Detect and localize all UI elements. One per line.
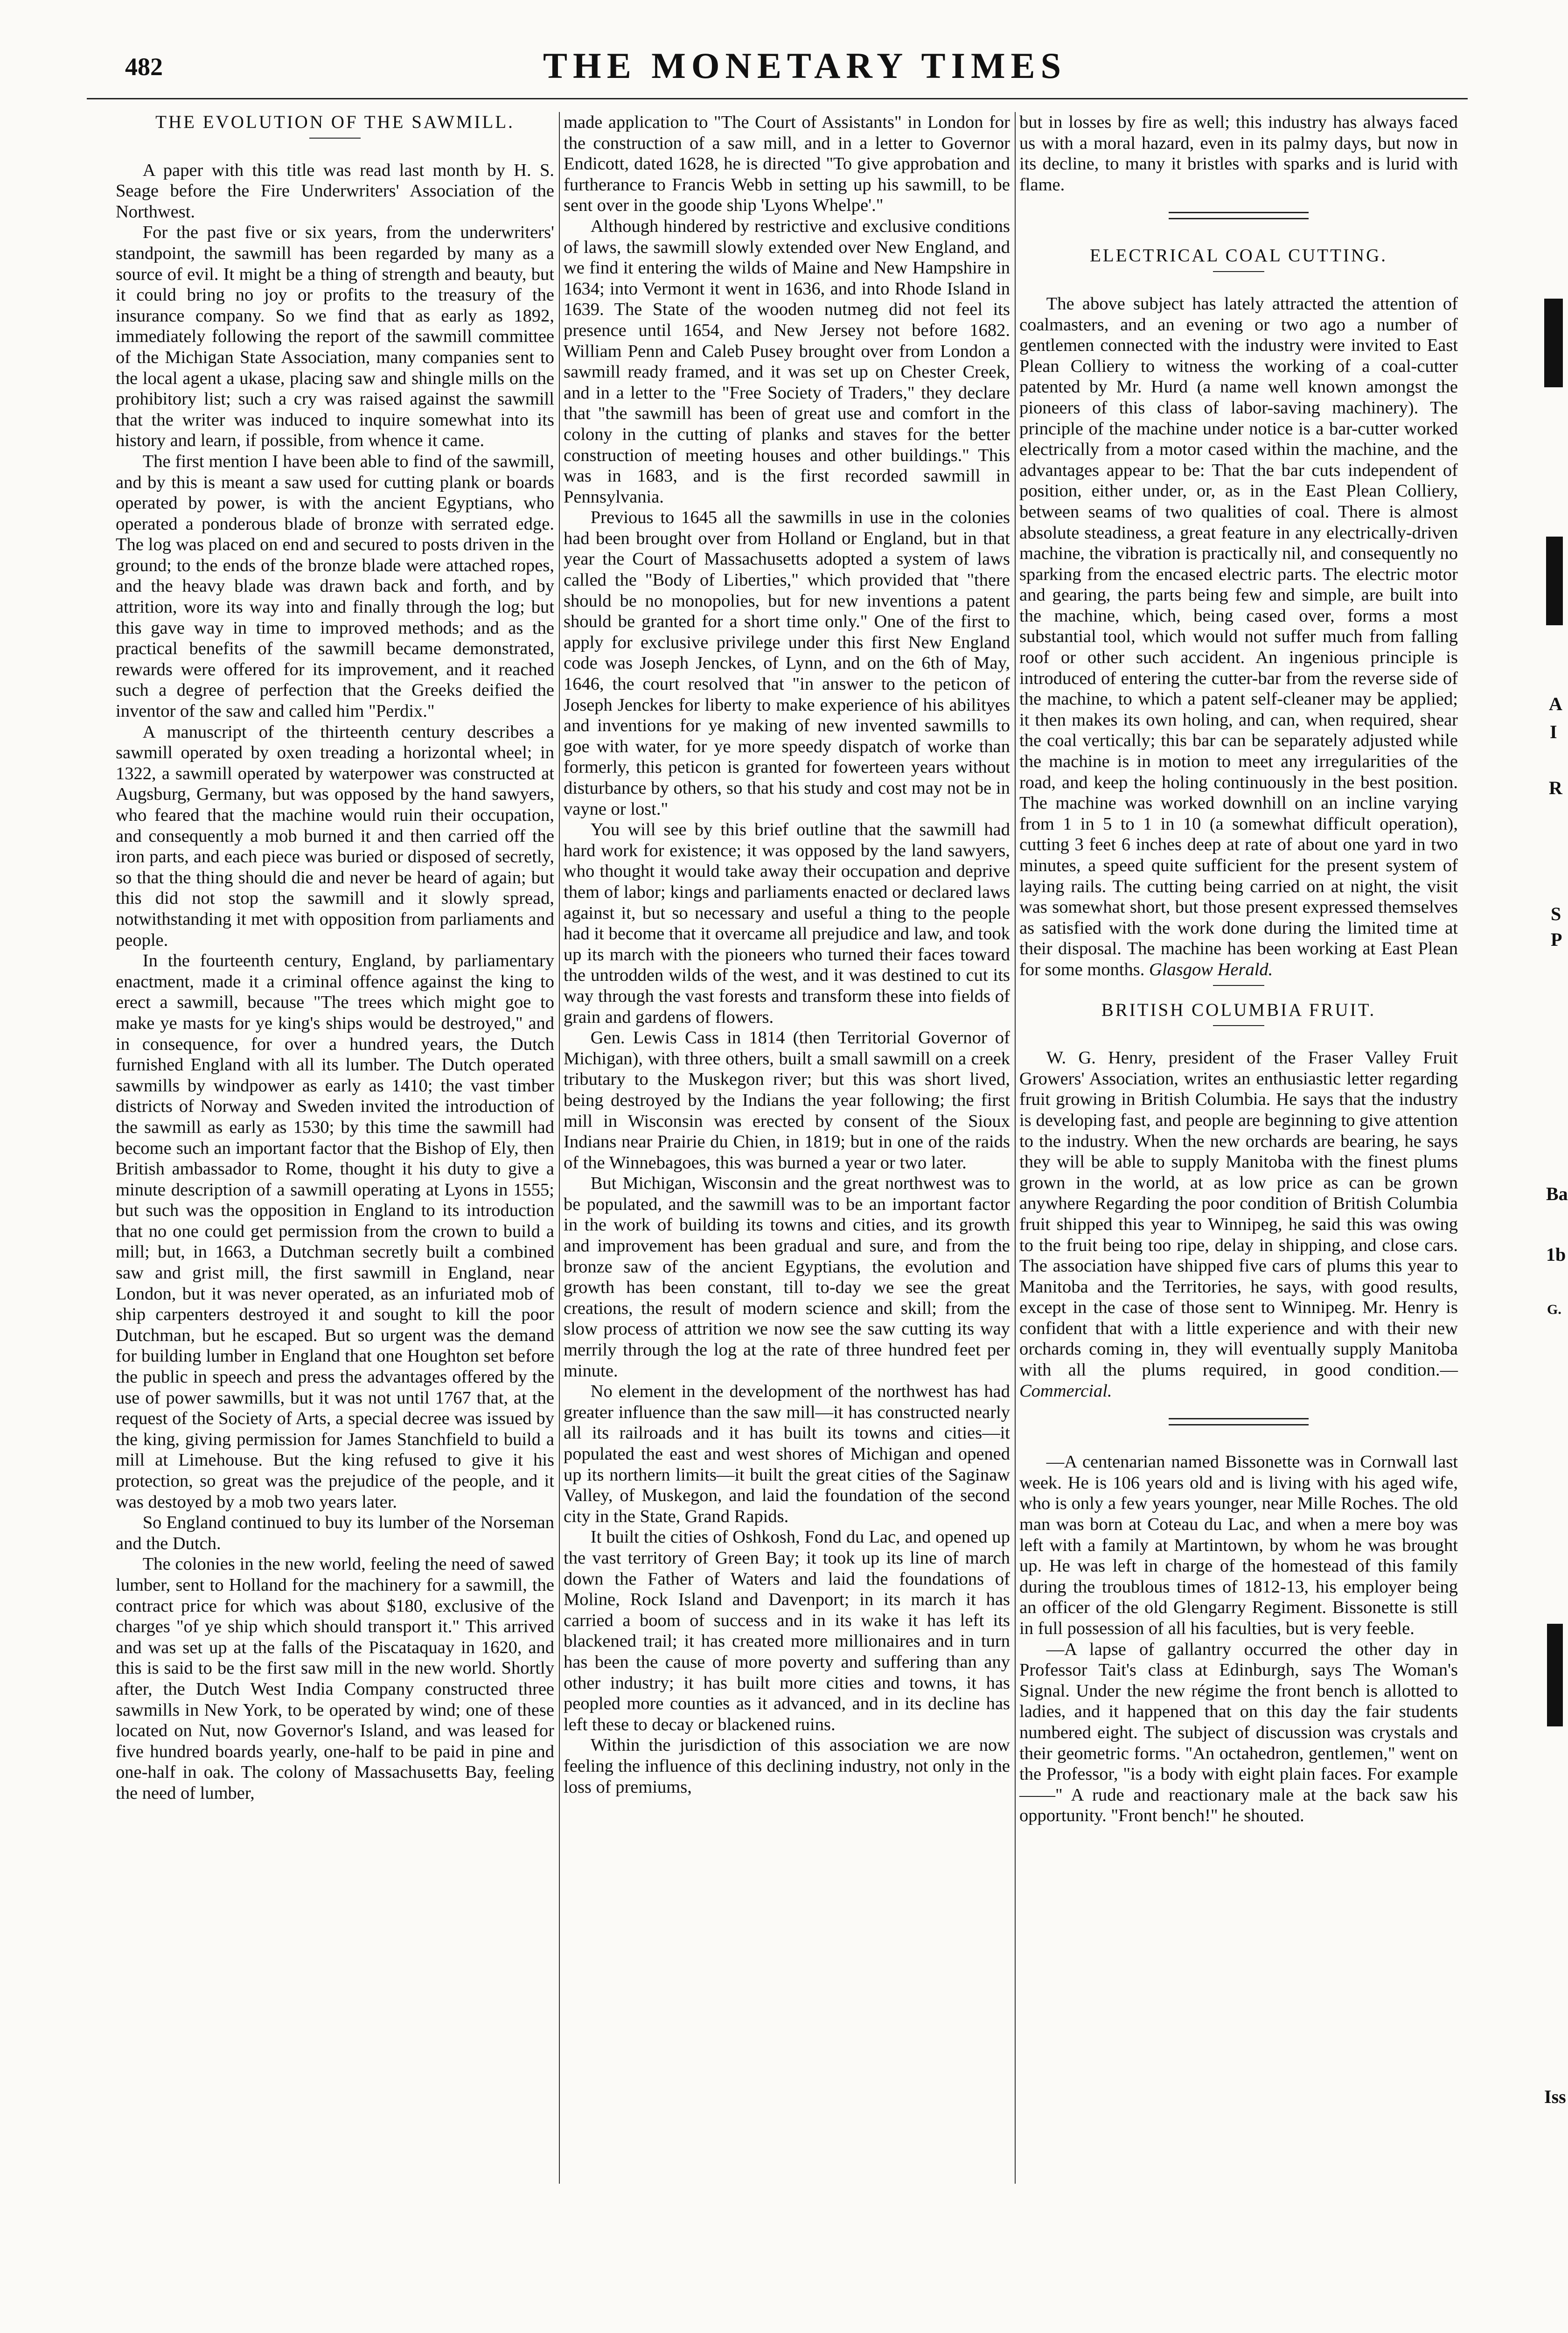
edge-fragment: R [1549,777,1562,798]
paragraph: Within the jurisdiction of this association we are now feeling the influence of this declining industry, not only in the loss of premiums, [564,1735,1010,1797]
paragraph [1019,293,1458,980]
column-2 [564,112,1010,1797]
edge-fragment: P [1551,929,1562,950]
masthead: THE MONETARY TIMES [543,45,1066,86]
column-rule-2 [1015,112,1016,2184]
paragraph [1019,1048,1458,1401]
edge-fragment: S [1551,903,1561,924]
column-1 [116,112,554,1804]
paragraph: It built the cities of Oshkosh, Fond du Lac, and opened up the vast territory of Green Bay; it took up its line of march down the Father of Waters and laid the foundations of Moline, Rock Island and Davenport; in its march it has carried a boom of success and in its wake it has left its blackened trail; it has created more millionaires and in turn has been the cause of more poverty and suffering than any other industry; it has built more cities and towns, it has peopled more counties as it advanced, and in its decline has left these to decay or blackened ruins. [564,1527,1010,1734]
adjacent-page-edge [1530,0,1568,2333]
paragraph: A manuscript of the thirteenth century describes a sawmill operated by oxen treading a horizontal wheel; in 1322, a sawmill operated by waterpower was constructed at Augsburg, Germany, but was opposed by the hand sawyers, who feared that the machine would ruin their occupation, and consequently a mob burned it and then carried off the iron parts, and each piece was buried or disposed of secretly, so that the thing should die and never be heard of again; but this did not stop the sawmill and it slowly spread, notwithstanding it met with opposition from parliaments and people. [116,722,554,950]
paragraph: But Michigan, Wisconsin and the great northwest was to be populated, and the sawmill was to be an important factor in the work of building its towns and cities, and its growth and improvement has been gradual and sure, and from the bronze saw of the ancient Egyptians, the evolution and growth has been constant, till to-day we see the great creations, the result of modern science and skill; from the slow process of attrition we now see the saw cutting its way merrily through the log at the rate of three hundred feet per minute. [564,1173,1010,1381]
column-rule-1 [559,112,560,2184]
edge-fragment: G. [1547,1302,1561,1317]
paragraph: For the past five or six years, from the underwriters' standpoint, the sawmill has been regarded by many as a source of evil. It might be a thing of strength and beauty, but it could bring no joy or profits to the treasury of the insurance company. So we find that as early as 1892, immediately following the report of the sawmill committee of the Michigan State Association, many companies sent to the local agent a ukase, placing saw and shingle mills on the prohibitory list; such a cry was raised against the sawmill that the writer was induced to inquire somewhat into its history and learn, if possible, from whence it came. [116,223,554,451]
title-dash [1213,1025,1264,1026]
paragraph: The colonies in the new world, feeling the need of sawed lumber, sent to Holland for the machinery for a sawmill, the contract price for which was about $180, exclusive of the charges "of ye ship which should transport it." This arrived and was set up at the falls of the Piscataquay in 1620, and this is said to be the first saw mill in the new world. Shortly after, the Dutch West India Company constructed three sawmills in New York, to be operated by wind; one of these located on Nut, now Governor's Island, and was leased for five hundred boards yearly, one-half to be paid in pine and one-half in oak. The colony of Massachusetts Bay, feeling the need of lumber, [116,1554,554,1803]
paragraph: In the fourteenth century, England, by parliamentary enactment, made it a criminal offence against the king to erect a sawmill, because "The trees which might goe to make ye masts for ye king's ships would be destroyed," and in consequence, for over a hundred years, the Dutch furnished England with all its lumber. The Dutch operated sawmills by windpower as early as 1410; the vast timber districts of Norway and Sweden invited the introduction of the sawmill as early as 1530; by this time the sawmill had become such an important factor that the Bishop of Ely, then British ambassador to Rome, thought it his duty to give a minute description of a sawmill operating at Lyons in 1555; but such was the opposition in England to its introduction that no one could get permission from the crown to build a mill; but, in 1663, a Dutchman secretly built a combined saw and grist mill, the first sawmill in England, near London, but it was never operated, as an infuriated mob of ship carpenters destroyed it and sought to kill the poor Dutchman, but he escaped. But so urgent was the demand for building lumber in England that one Houghton set before the public in speech and press the advantages offered by the use of power sawmills, but it was not until 1767 that, at the request of the Society of Arts, a special decree was issued by the king, giving permission for James Stanchfield to build a mill at Limehouse. But the king refused to give it his protection, so great was the prejudice of the people, and it was destoyed by a mob two years later. [116,951,554,1512]
coal-text: The above subject has lately attracted the attention of coalmasters, and an evening or two ago a number of gentlemen connected with the industry were invited to East Plean Colliery to witness the working of a coal-cutter patented by Mr. Hurd (a name well known amongst the pioneers of this class of labor-saving machinery). The principle of the machine under notice is a bar-cutter worked electrically from a motor cased within the machine, and the advantages appear to be: That the bar cuts independent of position, either under, or, as in the East Plean Colliery, between seams of two qualities of coal. There is almost absolute steadiness, a great feature in any electrically-driven machine, the vibration is practically nil, and consequently no sparking from the encased electric parts. The electric motor and gearing, the parts being few and simple, are built into the machine, which, being cased over, forms a most substantial tool, which would not suffer much from falling roof or other such accident. An ingenious principle is introduced of entering the cutter-bar from the reverse side of the machine, to which a patent self-cleaner may be applied; it then makes its own holing, and can, when required, shear the coal vertically; this bar can be separately adjusted while the machine is in motion to meet any irregularities of the road, and keep the holing continuously in the best position. The machine was worked downhill on an incline varying from 1 in 5 to 1 in 10 (a somewhat difficult operation), cutting 3 feet 6 inches deep at rate of about one yard in two minutes, a speed quite sufficient for the present system of laying rails. The cutting being carried on at night, the visit was somewhat short, but those present expressed themselves as satisfied with the work done during the limited time at their disposal. The machine has been working at East Plean for some months. [1019,293,1458,979]
section-divider [1169,212,1309,219]
paragraph: Gen. Lewis Cass in 1814 (then Territorial Governor of Michigan), with three others, built a small sawmill on a creek tributary to the Muskegon river; but this was short lived, being destroyed by the Indians the year following; the first mill in Wisconsin was erected by consent of the Sioux Indians near Prairie du Chien, in 1819; but in one of the raids of the Winnebagoes, this was burned a year or two later. [564,1028,1010,1173]
fruit-text: W. G. Henry, president of the Fraser Valley Fruit Growers' Association, writes an enthusiastic letter regarding fruit growing in British Columbia. He says that the industry is developing fast, and people are beginning to give attention to the industry. When the new orchards are bearing, he says they will be able to supply Manitoba with the finest plums grown in the world, at as low price as can be grown anywhere Regarding the poor condition of British Columbia fruit shipped this year to Winnipeg, he said this was owing to the fruit being too ripe, delay in shipping, and close cars. The association have shipped five cars of plums this year to Manitoba and the Territories, he says, with good results, except in the case of those sent to Winnipeg. Mr. Henry is confident that with a little experience and with their new orchards coming in, they will eventually supply Manitoba with all the plums required, in good condition.— [1019,1048,1458,1380]
column-3 [1019,112,1458,1826]
paragraph: Although hindered by restrictive and exclusive conditions of laws, the sawmill slowly extended over New England, and we find it entering the wilds of Maine and New Hampshire in 1634; into Vermont it went in 1636, and into Rhode Island in 1639. The State of the wooden nutmeg did not feel its presence until 1654, and New Jersey not before 1682. William Penn and Caleb Pusey brought over from London a sawmill ready framed, and it was set up on Chester Creek, and in a letter to the "Free Society of Traders," they declare that "the sawmill has been of great use and comfort in the colony in the cutting of planks and staves for the better construction of meeting houses and other buildings." This was in 1683, and is the first recorded sawmill in Pennsylvania. [564,216,1010,507]
edge-fragment: 1b [1546,1244,1566,1265]
edge-ink-bar [1547,1624,1563,1726]
edge-ink-bar [1544,299,1563,387]
news-note: —A centenarian named Bissonette was in Cornwall last week. He is 106 years old and is living with his aged wife, who is only a few years younger, near Mille Roches. The old man was born at Coteau du Lac, and when a mere boy was left with a family at Martintown, by whom he was brought up. He was left in charge of the homestead of this family during the troublous times of 1812-13, his employer being an officer of the old Glengarry Regiment. Bissonette is still in full possession of all his faculties, but is very feeble. [1019,1452,1458,1638]
page-number: 482 [125,53,163,81]
paragraph: So England continued to buy its lumber of the Norseman and the Dutch. [116,1513,554,1553]
edge-fragment: I [1550,721,1557,742]
source-credit: Commercial. [1019,1381,1112,1401]
title-dash [1213,271,1264,272]
top-rule [87,98,1468,99]
paragraph: No element in the development of the northwest has had greater influence than the saw mill—it has constructed nearly all its railroads and it has built its towns and cities—it populated the east and west shores of Michigan and opened up its northern limits—it built the great cities of the Saginaw Valley, of Muskegon, and laid the foundation of the second city in the State, Grand Rapids. [564,1382,1010,1526]
paragraph: A paper with this title was read last month by H. S. Seage before the Fire Underwriters' Association of the Northwest. [116,160,554,222]
edge-fragment: Ba [1546,1183,1568,1204]
paragraph: The first mention I have been able to find of the sawmill, and by this is meant a saw used for cutting plank or boards operated by power, is with the ancient Egyptians, who operated a ponderous blade of bronze with serrated edge. The log was placed on end and secured to posts driven in the ground; to the ends of the bronze blade were attached ropes, and the heavy blade was drawn back and forth, and by attrition, wore its way into and finally through the log; but this gave way in time to improved methods; and as the practical benefits of the sawmill became demonstrated, rewards were offered for its improvement, and it reached such a degree of perfection that the Greeks deified the inventor of the saw and called him "Perdix." [116,451,554,721]
article-title-fruit: BRITISH COLUMBIA FRUIT. [1101,999,1376,1020]
paragraph: made application to "The Court of Assistants" in London for the construction of a saw mill, and in a letter to Governor Endicott, dated 1628, he is directed "To give approbation and furtherance to Francis Webb in setting up his sawmill, to be sent over in the goode ship 'Lyons Whelpe'." [564,112,1010,216]
edge-ink-bar [1546,537,1563,625]
section-divider [1169,1418,1309,1425]
title-dash [309,138,361,139]
paragraph: Previous to 1645 all the sawmills in use in the colonies had been brought over from Holland or England, but in that year the Court of Massachusetts adopted a system of laws called the "Body of Liberties," which provided that "there should be no monopolies, but for new inventions a patent should be granted for a short time only." One of the first to apply for exclusive privilege under this first New England code was Joseph Jenckes, of Lynn, and on the 6th of May, 1646, the court resolved that "in answer to the peticon of Joseph Jenckes for liberty to make experience of his abilityes and inventions for ye making of new invented sawmills to goe with water, for ye more speedy dispatch of worke than formerly, this peticon is granted for fowerteen years without disturbance by others, so that his study and cost may not be in vayne or lost." [564,508,1010,819]
article-title-sawmill: THE EVOLUTION OF THE SAWMILL. [155,112,515,132]
news-note: —A lapse of gallantry occurred the other day in Professor Tait's class at Edinburgh, says The Woman's Signal. Under the new régime the front bench is allotted to ladies, and it happened that on this day the fair students numbered eight. The subject of discussion was crystals and their geometric forms. "An octahedron, gentlemen," went on the Professor, "is a body with eight plain faces. For example——" A rude and reactionary male at the back saw his opportunity. "Front bench!" he shouted. [1019,1639,1458,1826]
edge-fragment: Iss [1544,2086,1566,2107]
source-credit: Glasgow Herald. [1149,959,1273,979]
paragraph: You will see by this brief outline that the sawmill had hard work for existence; it was opposed by the land sawyers, who thought it would take away their occupation and deprive them of labor; kings and parliaments enacted or declared laws against it, but so necessary and useful a thing to the people had it become that it overcame all prejudice and law, and took up its march with the pioneers who turned their faces toward the untrodden wilds of the west, and it was destined to cut its way through the vast forests and transform these into fields of grain and gardens of flowers. [564,820,1010,1027]
paragraph: but in losses by fire as well; this industry has always faced us with a moral hazard, even in its palmy days, but now in its decline, to many it bristles with sparks and is lurid with flame. [1019,112,1458,195]
article-title-coal: ELECTRICAL COAL CUTTING. [1090,245,1387,266]
article-end-dash [1213,985,1264,986]
edge-fragment: A [1549,693,1562,714]
